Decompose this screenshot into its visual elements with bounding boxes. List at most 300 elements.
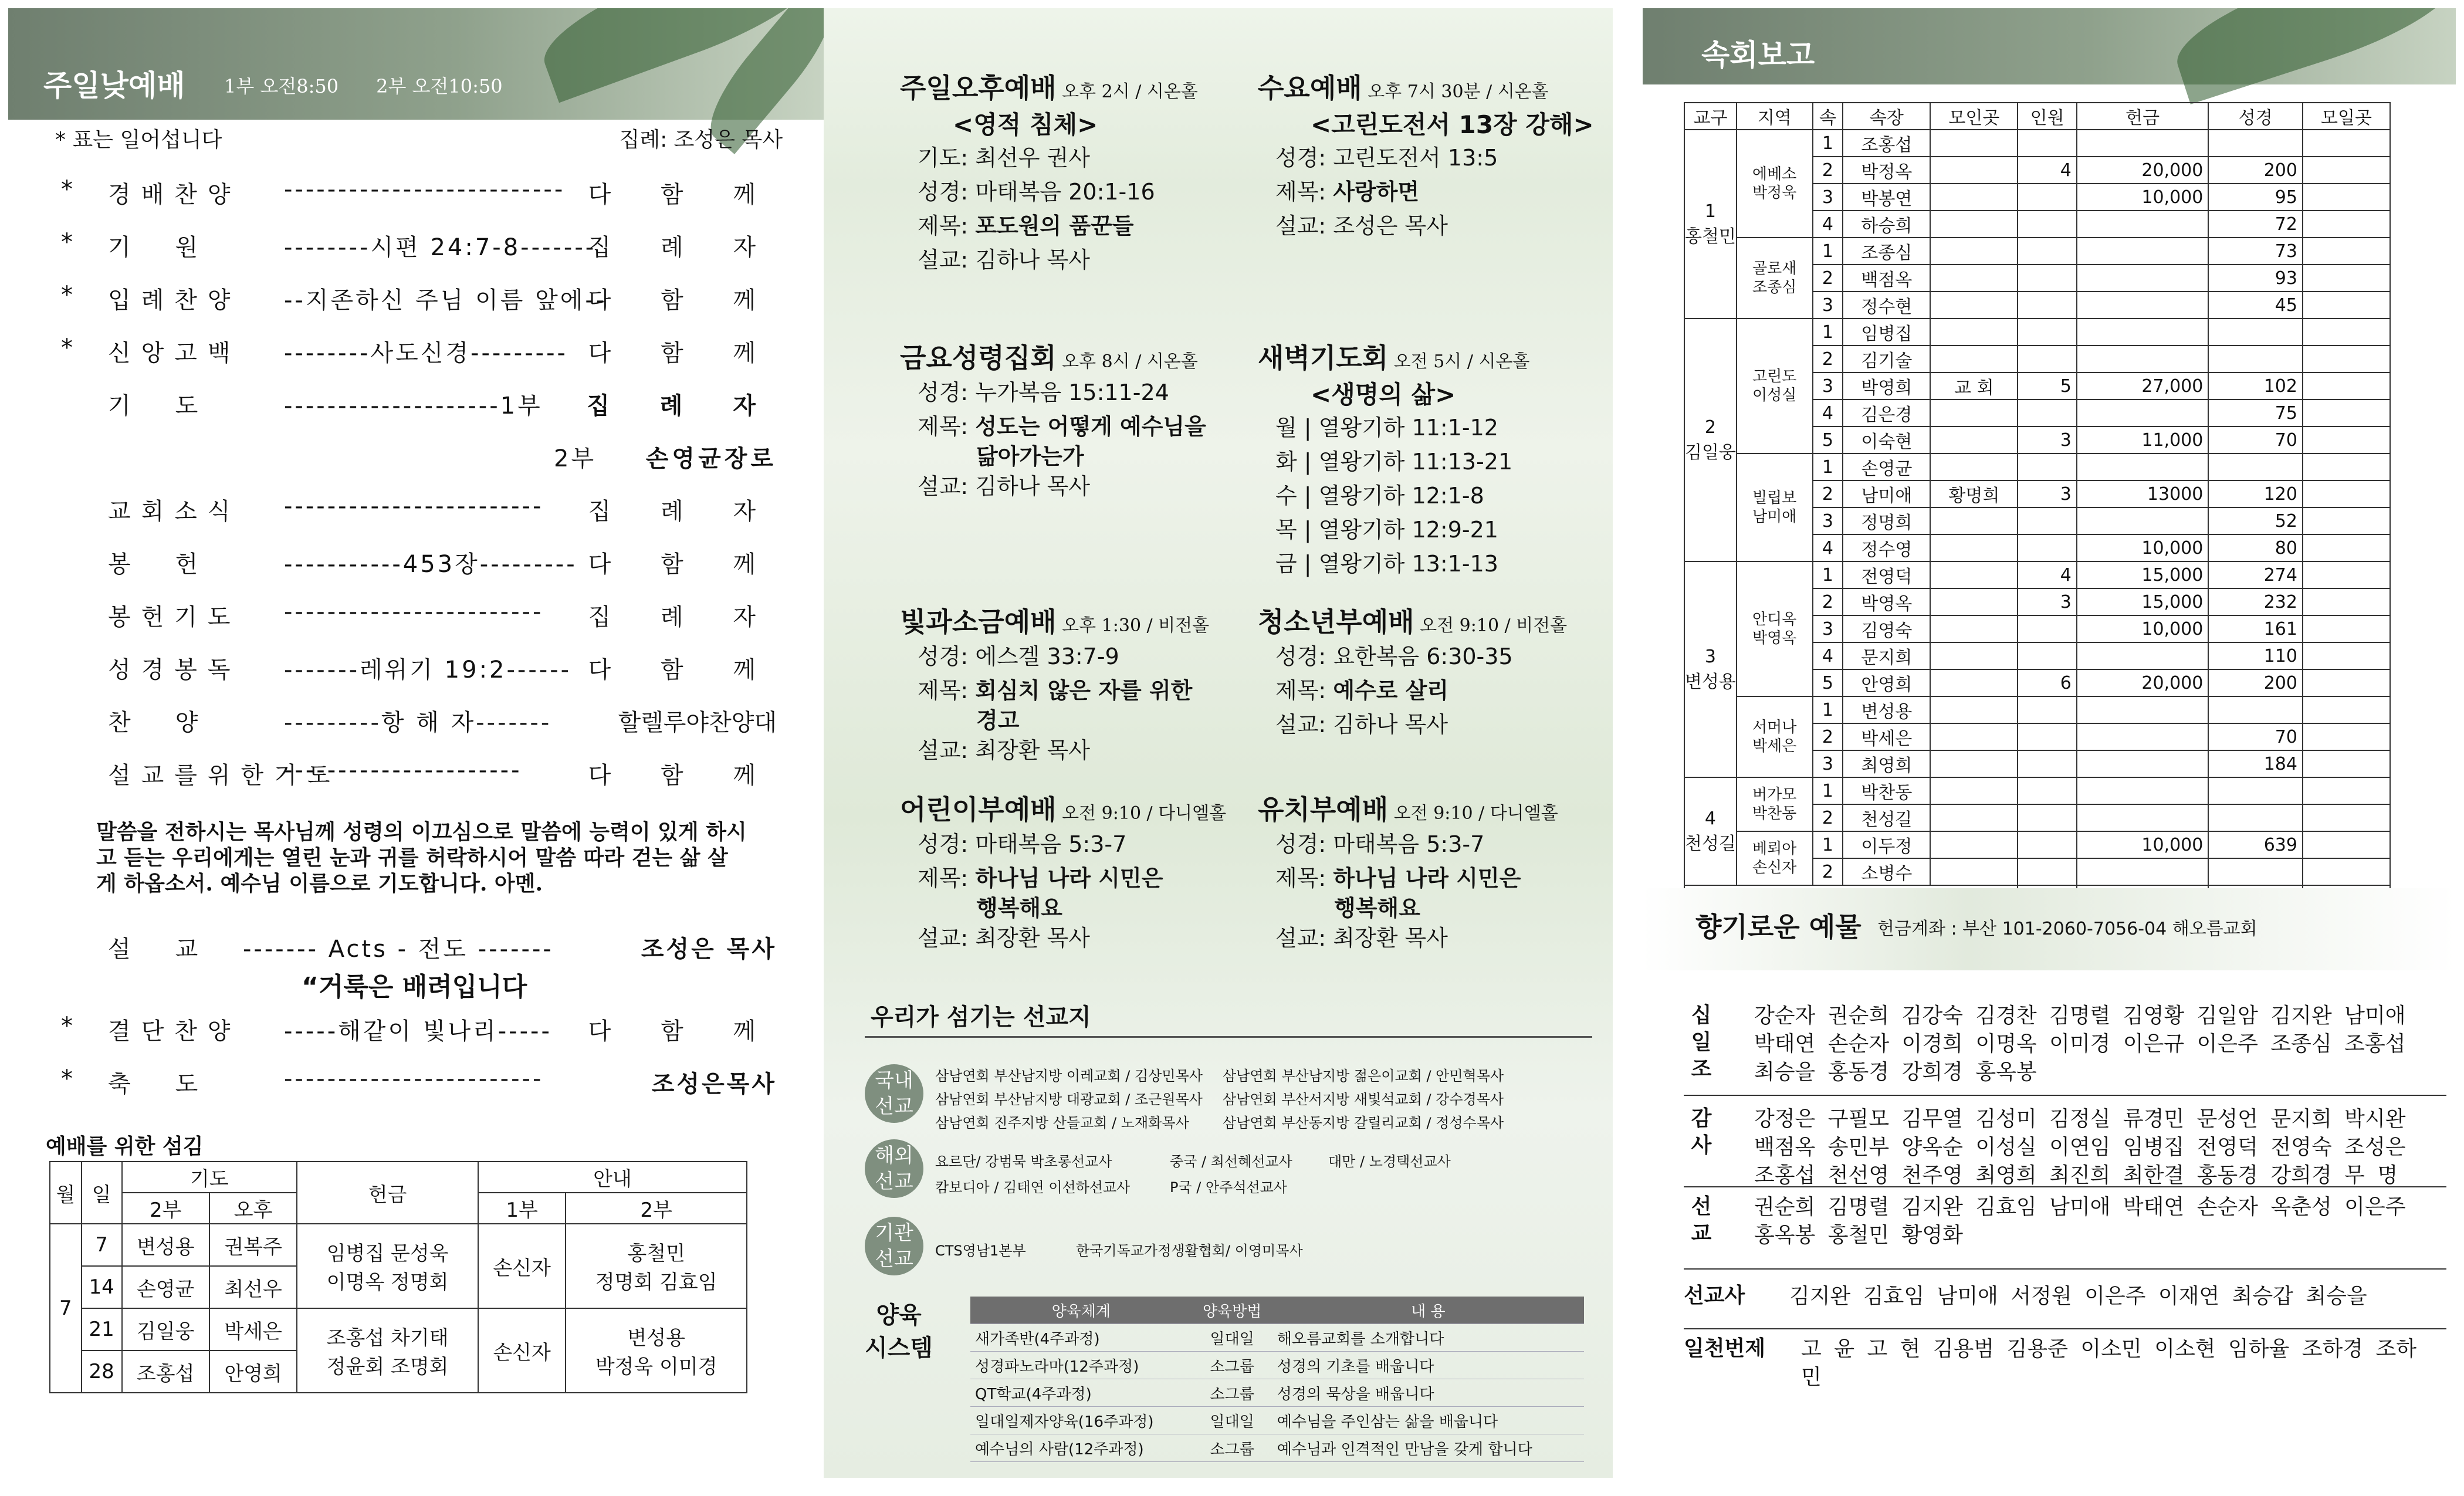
services-panel <box>824 8 1613 1478</box>
report-cell: 황명희 <box>1930 480 2018 507</box>
report-cell: 3 <box>1813 373 1843 400</box>
order-detail: ------------------------ <box>284 493 544 520</box>
service-line-label: 제목: <box>918 678 976 703</box>
report-cell <box>2018 292 2076 319</box>
service-title <box>900 601 1264 639</box>
parish-cell: 3 변성용 <box>1684 561 1737 777</box>
service-block <box>900 601 1264 767</box>
order-leader: 조성은목사 <box>651 1071 777 1098</box>
report-cell: 232 <box>2208 588 2303 615</box>
nurture-row <box>970 1407 1584 1434</box>
offering-group <box>1684 1105 2435 1187</box>
report-cell <box>1930 561 2018 588</box>
report-cell: 73 <box>2208 238 2303 265</box>
service-line-label: 설교: <box>918 247 976 273</box>
report-cell <box>2077 642 2209 669</box>
service-line-value: 최장환 목사 <box>975 737 1090 763</box>
service-line <box>1275 513 1613 547</box>
service-line <box>918 639 1264 673</box>
report-cell <box>2018 804 2076 831</box>
report-cell <box>1930 319 2018 346</box>
service-time: 오후 7시 30분 / 시온홀 <box>1362 82 1549 102</box>
report-cell: 2 <box>1813 480 1843 507</box>
report-cell-next <box>2303 453 2390 480</box>
report-header-cell: 모일곳 <box>2303 103 2390 130</box>
service-name: 빛과소금예배 <box>900 606 1057 638</box>
report-cell: 72 <box>2208 211 2303 238</box>
service-line-value: 김하나 목사 <box>1333 712 1448 737</box>
report-cell <box>2208 319 2303 346</box>
report-title: 속회보고 <box>1701 38 1815 72</box>
serve-day: 28 <box>82 1351 122 1393</box>
report-cell: 전영덕 <box>1843 561 1930 588</box>
order-row <box>49 334 777 370</box>
report-cell: 1 <box>1813 561 1843 588</box>
order-detail: 2부 <box>554 445 597 472</box>
sunday-banner <box>8 8 824 120</box>
serve-guide-2: 홍철민 정명회 김효임 <box>566 1224 747 1308</box>
report-cell <box>2208 777 2303 804</box>
offering-label: 선교 <box>1691 1194 1712 1245</box>
service-line-label: 설교: <box>918 925 976 951</box>
report-cell: 이숙현 <box>1843 427 1930 453</box>
order-name: 기 도 <box>108 392 209 419</box>
order-leader: 다 함 께 <box>588 762 777 789</box>
offering-group <box>1684 1002 2435 1090</box>
report-cell <box>1930 238 2018 265</box>
report-cell-next <box>2303 427 2390 453</box>
service-line <box>1275 209 1613 243</box>
report-cell: 1 <box>1813 238 1843 265</box>
report-cell <box>2018 184 2076 211</box>
report-cell-next <box>2303 480 2390 507</box>
order-detail: --------------------1부 <box>284 392 543 419</box>
service-name: 수요예배 <box>1258 72 1362 104</box>
service-line <box>1275 547 1613 581</box>
sermon-row: 설 교 ------- Acts - 전도 ------- 조성은 목사 <box>108 936 777 963</box>
order-name: 봉헌기도 <box>108 604 241 631</box>
domestic-mission: 삼남연회 부산서지방 새빛석교회 / 강수경목사 <box>1223 1091 1504 1108</box>
report-cell: 2 <box>1813 588 1843 615</box>
order-leader: 다 함 께 <box>588 181 777 208</box>
report-cell <box>2077 507 2209 534</box>
report-cell: 교 회 <box>1930 373 2018 400</box>
serve-day: 14 <box>82 1266 122 1308</box>
service-line <box>1275 639 1613 673</box>
serve-title: 예배를 위한 섬김 <box>46 1135 204 1159</box>
service-line-label: 제목: <box>918 865 976 891</box>
order-name: 경배찬양 <box>108 181 241 208</box>
report-cell <box>2077 696 2209 723</box>
report-cell <box>2018 507 2076 534</box>
region-cell: 베뢰아 손신자 <box>1737 831 1813 885</box>
report-cell: 2 <box>1813 157 1843 184</box>
report-cell: 102 <box>2208 373 2303 400</box>
report-cell: 70 <box>2208 723 2303 750</box>
region-cell: 서머나 박세은 <box>1737 696 1813 777</box>
report-cell <box>1930 507 2018 534</box>
order-row <box>49 387 777 422</box>
report-header-cell: 속 <box>1813 103 1843 130</box>
report-cell: 조홍섭 <box>1843 130 1930 157</box>
report-cell: 2 <box>1813 346 1843 373</box>
service-line-label: 제목: <box>1275 865 1333 891</box>
report-cell <box>1930 427 2018 453</box>
service-title <box>1258 601 1613 639</box>
report-row <box>1684 238 2390 265</box>
region-cell: 에베소 박정욱 <box>1737 130 1813 238</box>
service-line-value: 하나님 나라 시민은 <box>975 865 1163 891</box>
nurture-cell: 성경의 묵상을 배웁니다 <box>1272 1379 1584 1407</box>
report-cell: 20,000 <box>2077 157 2209 184</box>
service-line-value: 고린도전서 13:5 <box>1333 145 1498 171</box>
report-cell: 10,000 <box>2077 831 2209 858</box>
nurture-row <box>970 1324 1584 1352</box>
serve-prayer-pm: 안영희 <box>209 1351 297 1393</box>
order-row <box>49 176 777 211</box>
service-block <box>1258 337 1613 581</box>
report-cell: 4 <box>2018 157 2076 184</box>
service-title <box>1258 788 1613 827</box>
service-line-label: 성경: <box>1275 831 1333 857</box>
order-detail: ------------------------ <box>284 1065 544 1092</box>
report-header-cell: 교구 <box>1684 103 1737 130</box>
service-line-label: 성경: <box>918 831 976 857</box>
report-cell <box>1930 346 2018 373</box>
service-name: 금요성령집회 <box>900 342 1057 374</box>
service-line-label: 설교: <box>1275 925 1333 951</box>
region-cell: 빌립보 남미애 <box>1737 453 1813 561</box>
report-cell-next <box>2303 615 2390 642</box>
report-cell: 4 <box>1813 400 1843 427</box>
order-row <box>49 546 777 581</box>
service-line-value: 열왕기하 13:1-13 <box>1318 551 1498 577</box>
report-cell <box>2018 346 2076 373</box>
overseas-mission: P국 / 안주석선교사 <box>1170 1179 1288 1196</box>
service-line <box>918 409 1264 444</box>
service-series: <고린도전서 13장 강해> <box>1311 110 1594 139</box>
closing-row <box>49 1013 777 1048</box>
service-line <box>918 673 1264 708</box>
service-line-value: 열왕기하 12:9-21 <box>1318 517 1498 543</box>
service-series: <생명의 삶> <box>1311 380 1456 409</box>
report-cell <box>2077 319 2209 346</box>
service-line-label: 성경: <box>918 179 976 205</box>
report-cell <box>2208 804 2303 831</box>
service-name: 새벽기도회 <box>1258 342 1389 374</box>
nurture-cell: 예수님의 사람(12주과정) <box>970 1434 1192 1462</box>
report-cell <box>1930 696 2018 723</box>
report-cell: 임병집 <box>1843 319 1930 346</box>
report-row <box>1684 130 2390 157</box>
serve-prayer-2: 변성용 <box>122 1224 209 1266</box>
service-line <box>1275 921 1613 955</box>
service-line-label: 성경: <box>918 644 976 669</box>
report-cell <box>2077 723 2209 750</box>
order-detail: -------레위기 19:2------ <box>284 656 572 683</box>
report-cell <box>2018 642 2076 669</box>
order-name: 입례찬양 <box>108 287 241 314</box>
report-cell <box>1930 184 2018 211</box>
report-panel <box>1643 8 2456 1478</box>
report-cell <box>1930 858 2018 885</box>
region-cell: 버가모 박찬동 <box>1737 777 1813 831</box>
missions-divider <box>865 1036 1592 1038</box>
service-title <box>1258 337 1613 375</box>
nurture-cell: 해오름교회를 소개합니다 <box>1272 1324 1584 1352</box>
report-cell: 박정옥 <box>1843 157 1930 184</box>
serve-prayer-pm: 권복주 <box>209 1224 297 1266</box>
service-time: 오전 9:10 / 비전홀 <box>1414 615 1568 636</box>
report-cell: 김은경 <box>1843 400 1930 427</box>
report-cell-next <box>2303 238 2390 265</box>
report-cell <box>2077 804 2209 831</box>
org-mission-badge: 기관 선교 <box>865 1217 923 1275</box>
service-line-label: 성경: <box>918 380 976 405</box>
service-line <box>918 141 1264 175</box>
report-cell: 최영희 <box>1843 750 1930 777</box>
domestic-mission: 삼남연회 부산남지방 이레교회 / 김상민목사 <box>935 1068 1203 1084</box>
report-cell: 김기술 <box>1843 346 1930 373</box>
report-cell: 3 <box>2018 427 2076 453</box>
report-cell: 손영균 <box>1843 453 1930 480</box>
report-cell-next <box>2303 723 2390 750</box>
report-cell-next <box>2303 130 2390 157</box>
report-cell: 1 <box>1813 831 1843 858</box>
order-name: 신앙고백 <box>108 340 241 367</box>
report-header <box>1684 103 2390 130</box>
order-detail: --------사도신경--------- <box>284 340 568 367</box>
order-row <box>49 704 777 739</box>
report-cell <box>1930 642 2018 669</box>
offering-group <box>1684 1193 2435 1264</box>
report-cell: 4 <box>1813 534 1843 561</box>
report-cell <box>2208 858 2303 885</box>
report-cell: 4 <box>1813 211 1843 238</box>
service-time: 오후 1:30 / 비전홀 <box>1056 615 1210 636</box>
bullet: * <box>61 1065 73 1092</box>
order-detail: ---------항 해 자------- <box>284 709 552 736</box>
order-leader: 다 함 께 <box>588 551 777 578</box>
report-cell: 변성용 <box>1843 696 1930 723</box>
service-time: 오후 2시 / 시온홀 <box>1056 82 1198 102</box>
region-cell: 안디옥 박영옥 <box>1737 561 1813 696</box>
report-cell: 27,000 <box>2077 373 2209 400</box>
order-leader: 다 함 께 <box>588 656 777 683</box>
org-mission: CTS영남1본부 <box>935 1243 1026 1259</box>
service-line-value: 최선우 권사 <box>975 145 1090 171</box>
report-cell: 200 <box>2208 157 2303 184</box>
report-cell: 문지희 <box>1843 642 1930 669</box>
report-cell: 2 <box>1813 804 1843 831</box>
report-cell: 박영옥 <box>1843 588 1930 615</box>
service-line-value: 김하나 목사 <box>975 247 1090 273</box>
report-cell: 박봉연 <box>1843 184 1930 211</box>
serve-prayer-pm: 최선우 <box>209 1266 297 1308</box>
order-leader: 집 례 자 <box>588 234 777 261</box>
order-name: 축 도 <box>108 1071 209 1098</box>
service-name: 유치부예배 <box>1258 794 1389 825</box>
report-cell <box>2018 453 2076 480</box>
offering-names: 고 윤 고 현 김용범 김용준 이소민 이소현 임하율 조하경 조하민 <box>1801 1337 2417 1389</box>
report-header-cell: 지역 <box>1737 103 1813 130</box>
report-header-cell: 성경 <box>2208 103 2303 130</box>
offering-group <box>1684 1282 2435 1324</box>
order-leader: 집 례 자 <box>588 498 777 525</box>
order-name: 설교를위한기도 <box>108 762 341 789</box>
missions-title: 우리가 섬기는 선교지 <box>871 1003 1091 1031</box>
serve-guide-1: 손신자 <box>478 1308 566 1393</box>
service-line-value: 열왕기하 11:1-12 <box>1318 415 1498 441</box>
service-line <box>918 469 1264 503</box>
report-cell <box>2018 130 2076 157</box>
serve-offering: 조홍섭 차기태 정윤회 조명회 <box>297 1308 478 1393</box>
service-line-label: 수 | <box>1275 483 1319 509</box>
report-row <box>1684 453 2390 480</box>
report-cell <box>1930 265 2018 292</box>
service-time: 오전 9:10 / 다니엘홀 <box>1056 803 1227 824</box>
serve-day: 7 <box>82 1224 122 1266</box>
report-cell: 백점옥 <box>1843 265 1930 292</box>
order-detail: ---------------------- <box>284 757 522 784</box>
report-row <box>1684 777 2390 804</box>
report-cell: 13000 <box>2077 480 2209 507</box>
service-line <box>1275 861 1613 895</box>
report-cell <box>2018 211 2076 238</box>
service-line <box>918 243 1264 277</box>
report-cell: 5 <box>1813 427 1843 453</box>
report-cell <box>2018 615 2076 642</box>
order-leader: 집 례 자 <box>588 604 777 631</box>
order-leader: 다 함 께 <box>588 340 777 367</box>
service-block <box>1258 67 1613 243</box>
order-row <box>49 493 777 528</box>
report-cell <box>2077 453 2209 480</box>
offering-divider <box>1684 1186 2446 1187</box>
service-line <box>1275 673 1613 708</box>
report-cell: 52 <box>2208 507 2303 534</box>
report-cell-next <box>2303 319 2390 346</box>
report-cell <box>1930 534 2018 561</box>
nurture-cell: 예수님과 인격적인 만남을 갖게 합니다 <box>1272 1434 1584 1462</box>
report-cell: 2 <box>1813 723 1843 750</box>
order-leader: 다 함 께 <box>588 287 777 314</box>
report-cell: 110 <box>2208 642 2303 669</box>
service-line-label: 성경: <box>1275 145 1333 171</box>
report-cell-next <box>2303 588 2390 615</box>
report-cell <box>1930 669 2018 696</box>
report-cell <box>2018 265 2076 292</box>
parish-cell: 4 천성길 <box>1684 777 1737 885</box>
report-cell: 2 <box>1813 265 1843 292</box>
service-block <box>900 788 1264 955</box>
service-line-label: 설교: <box>1275 712 1333 737</box>
service-line <box>918 209 1264 243</box>
service-line <box>918 175 1264 209</box>
report-cell: 1 <box>1813 130 1843 157</box>
service-line-value: 최장환 목사 <box>1333 925 1448 951</box>
region-cell: 고린도 이성실 <box>1737 319 1813 453</box>
report-cell-next <box>2303 265 2390 292</box>
service-line-cont: 행복해요 <box>976 895 1062 921</box>
order-name: 봉 헌 <box>108 551 209 578</box>
report-cell <box>2018 400 2076 427</box>
report-cell: 80 <box>2208 534 2303 561</box>
report-cell-next <box>2303 831 2390 858</box>
report-row <box>1684 831 2390 858</box>
service-line-label: 월 | <box>1275 415 1319 441</box>
report-cell: 184 <box>2208 750 2303 777</box>
bullet: * <box>61 1013 73 1040</box>
report-cell-next <box>2303 400 2390 427</box>
report-cell: 1 <box>1813 319 1843 346</box>
report-cell <box>1930 211 2018 238</box>
closing-row <box>49 1065 777 1101</box>
service-block <box>1258 788 1613 955</box>
service-line-label: 제목: <box>1275 179 1333 205</box>
domestic-mission: 삼남연회 부산남지방 대광교회 / 조근원목사 <box>935 1091 1203 1108</box>
report-cell: 5 <box>1813 669 1843 696</box>
report-cell <box>1930 400 2018 427</box>
report-cell: 274 <box>2208 561 2303 588</box>
report-cell <box>2077 292 2209 319</box>
service-line-value: 최장환 목사 <box>975 925 1090 951</box>
nurture-cell: 일대일제자양육(16주과정) <box>970 1407 1192 1434</box>
offering-divider <box>1684 1095 2446 1096</box>
report-cell: 3 <box>1813 184 1843 211</box>
service-time: 오후 8시 / 시온홀 <box>1056 351 1198 372</box>
report-cell: 3 <box>1813 292 1843 319</box>
org-mission: 한국기독교가정생활협회/ 이영미목사 <box>1076 1243 1303 1259</box>
order-row <box>49 757 777 792</box>
overseas-mission: 중국 / 최선혜선교사 <box>1170 1153 1292 1170</box>
service-line-label: 제목: <box>918 414 976 439</box>
order-row <box>49 598 777 634</box>
report-cell <box>2077 750 2209 777</box>
service-line <box>1275 827 1613 861</box>
report-cell-next <box>2303 804 2390 831</box>
report-cell: 95 <box>2208 184 2303 211</box>
report-cell <box>2018 319 2076 346</box>
report-cell-next <box>2303 669 2390 696</box>
nurture-cell: 소그룹 <box>1192 1352 1272 1379</box>
service-line-value: 누가복음 15:11-24 <box>975 380 1169 405</box>
report-cell <box>1930 777 2018 804</box>
nurture-cell: 새가족반(4주과정) <box>970 1324 1192 1352</box>
service-line <box>1275 175 1613 209</box>
nurture-cell: 성경파노라마(12주과정) <box>970 1352 1192 1379</box>
order-detail: -----해같이 빛나리----- <box>284 1018 552 1045</box>
report-cell: 박영희 <box>1843 373 1930 400</box>
nurture-cell: 성경의 기초를 배웁니다 <box>1272 1352 1584 1379</box>
report-cell: 정수영 <box>1843 534 1930 561</box>
bullet: * <box>61 176 73 203</box>
order-name: 성경봉독 <box>108 656 241 683</box>
report-cell <box>1930 453 2018 480</box>
report-header-cell: 헌금 <box>2077 103 2209 130</box>
report-cell <box>2018 777 2076 804</box>
order-row <box>49 282 777 317</box>
report-cell: 하승희 <box>1843 211 1930 238</box>
service-line-label: 화 | <box>1275 449 1319 475</box>
order-row <box>49 651 777 686</box>
nurture-cell: 일대일 <box>1192 1324 1272 1352</box>
nurture-cell: QT학교(4주과정) <box>970 1379 1192 1407</box>
report-cell: 4 <box>1813 642 1843 669</box>
report-cell: 6 <box>2018 669 2076 696</box>
nurture-row <box>970 1379 1584 1407</box>
offering-account: 헌금계좌 : 부산 101-2060-7056-04 해오름교회 <box>1877 919 2257 939</box>
